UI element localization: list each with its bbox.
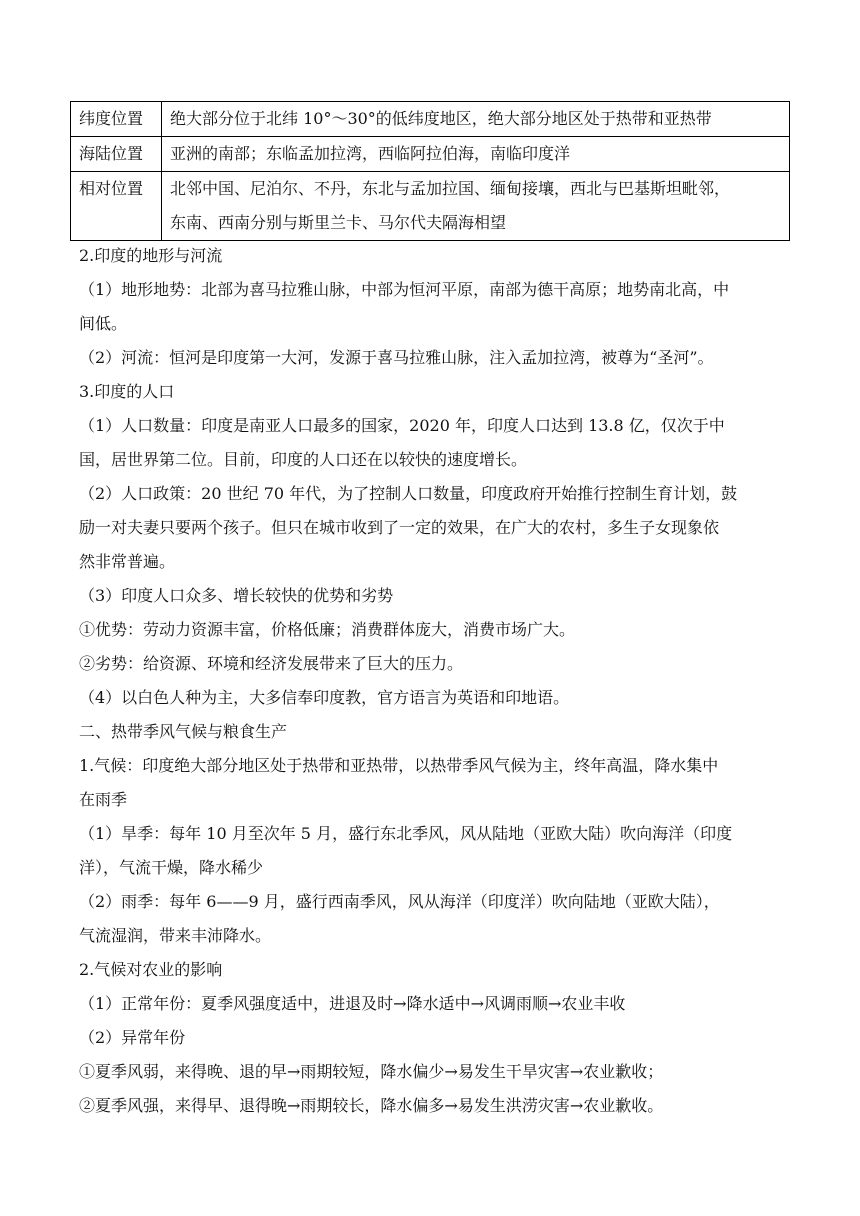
table-row [71,172,790,241]
table-value-line: 东南、西南分别与斯里兰卡、马尔代夫隔海相望 [170,213,507,232]
text-line: 国，居世界第二位。目前，印度的人口还在以较快的速度增长。 [79,450,528,469]
text-line: （1）旱季：每年 10 月至次年 5 月，盛行东北季风，风从陆地（亚欧大陆）吹向海洋（印度 [79,824,733,843]
text-line: 在雨季 [79,790,128,809]
text-line: 2.气候对农业的影响 [79,960,223,979]
text-line: 然非常普遍。 [79,552,176,571]
text-line: 1.气候：印度绝大部分地区处于热带和亚热带，以热带季风气候为主，终年高温，降水集中 [79,756,719,775]
text-line: （2）河流：恒河是印度第一大河，发源于喜马拉雅山脉，注入孟加拉湾，被尊为“圣河”。 [79,348,714,367]
text-line: 3.印度的人口 [79,382,175,401]
text-line: ②夏季风强，来得早、退得晚→雨期较长，降水偏多→易发生洪涝灾害→农业歉收。 [79,1096,664,1115]
text-line: 2.印度的地形与河流 [79,246,223,265]
text-line: （2）雨季：每年 6——9 月，盛行西南季风，风从海洋（印度洋）吹向陆地（亚欧大陆）， [79,892,720,911]
table-value-cell [162,172,790,241]
text-line: （1）地形地势：北部为喜马拉雅山脉，中部为恒河平原，南部为德干高原；地势南北高，中 [79,280,730,299]
table-row [71,137,790,172]
table-key-cell: 海陆位置 [71,137,162,172]
text-line: ①优势：劳动力资源丰富，价格低廉；消费群体庞大，消费市场广大。 [79,620,576,639]
text-line: ②劣势：给资源、环境和经济发展带来了巨大的压力。 [79,654,464,673]
text-line: （1）人口数量：印度是南亚人口最多的国家，2020 年，印度人口达到 13.8 亿，仅次于中 [79,416,725,435]
text-line: 洋），气流干燥，降水稀少 [79,858,264,877]
table-key-cell: 相对位置 [71,172,162,241]
text-line: 励一对夫妻只要两个孩子。但只在城市收到了一定的效果，在广大的农村，多生子女现象依 [79,518,720,537]
table-value-line: 北邻中国、尼泊尔、不丹，东北与孟加拉国、缅甸接壤，西北与巴基斯坦毗邻， [170,179,731,198]
location-table [70,101,790,241]
text-line: （3）印度人口众多、增长较快的优势和劣势 [79,586,394,605]
text-line: 二、热带季风气候与粮食生产 [79,722,288,741]
text-line: ①夏季风弱，来得晚、退的早→雨期较短，降水偏少→易发生干旱灾害→农业歉收； [79,1062,664,1081]
text-line: 间低。 [79,314,128,333]
text-line: （4）以白色人种为主，大多信奉印度教，官方语言为英语和印地语。 [79,688,570,707]
table-value-line: 绝大部分位于北纬 10°～30°的低纬度地区，绝大部分地区处于热带和亚热带 [170,109,712,128]
table-value-line: 亚洲的南部；东临孟加拉湾，西临阿拉伯海，南临印度洋 [170,144,571,163]
text-line: （1）正常年份：夏季风强度适中，进退及时→降水适中→风调雨顺→农业丰收 [79,994,626,1013]
table-value-cell [162,137,790,172]
body-text [79,239,791,1123]
table-value-cell [162,102,790,137]
table-row [71,102,790,137]
text-line: 气流湿润，带来丰沛降水。 [79,926,272,945]
text-line: （2）异常年份 [79,1028,186,1047]
table-key-cell: 纬度位置 [71,102,162,137]
text-line: （2）人口政策：20 世纪 70 年代，为了控制人口数量，印度政府开始推行控制生育计划，鼓 [79,484,738,503]
